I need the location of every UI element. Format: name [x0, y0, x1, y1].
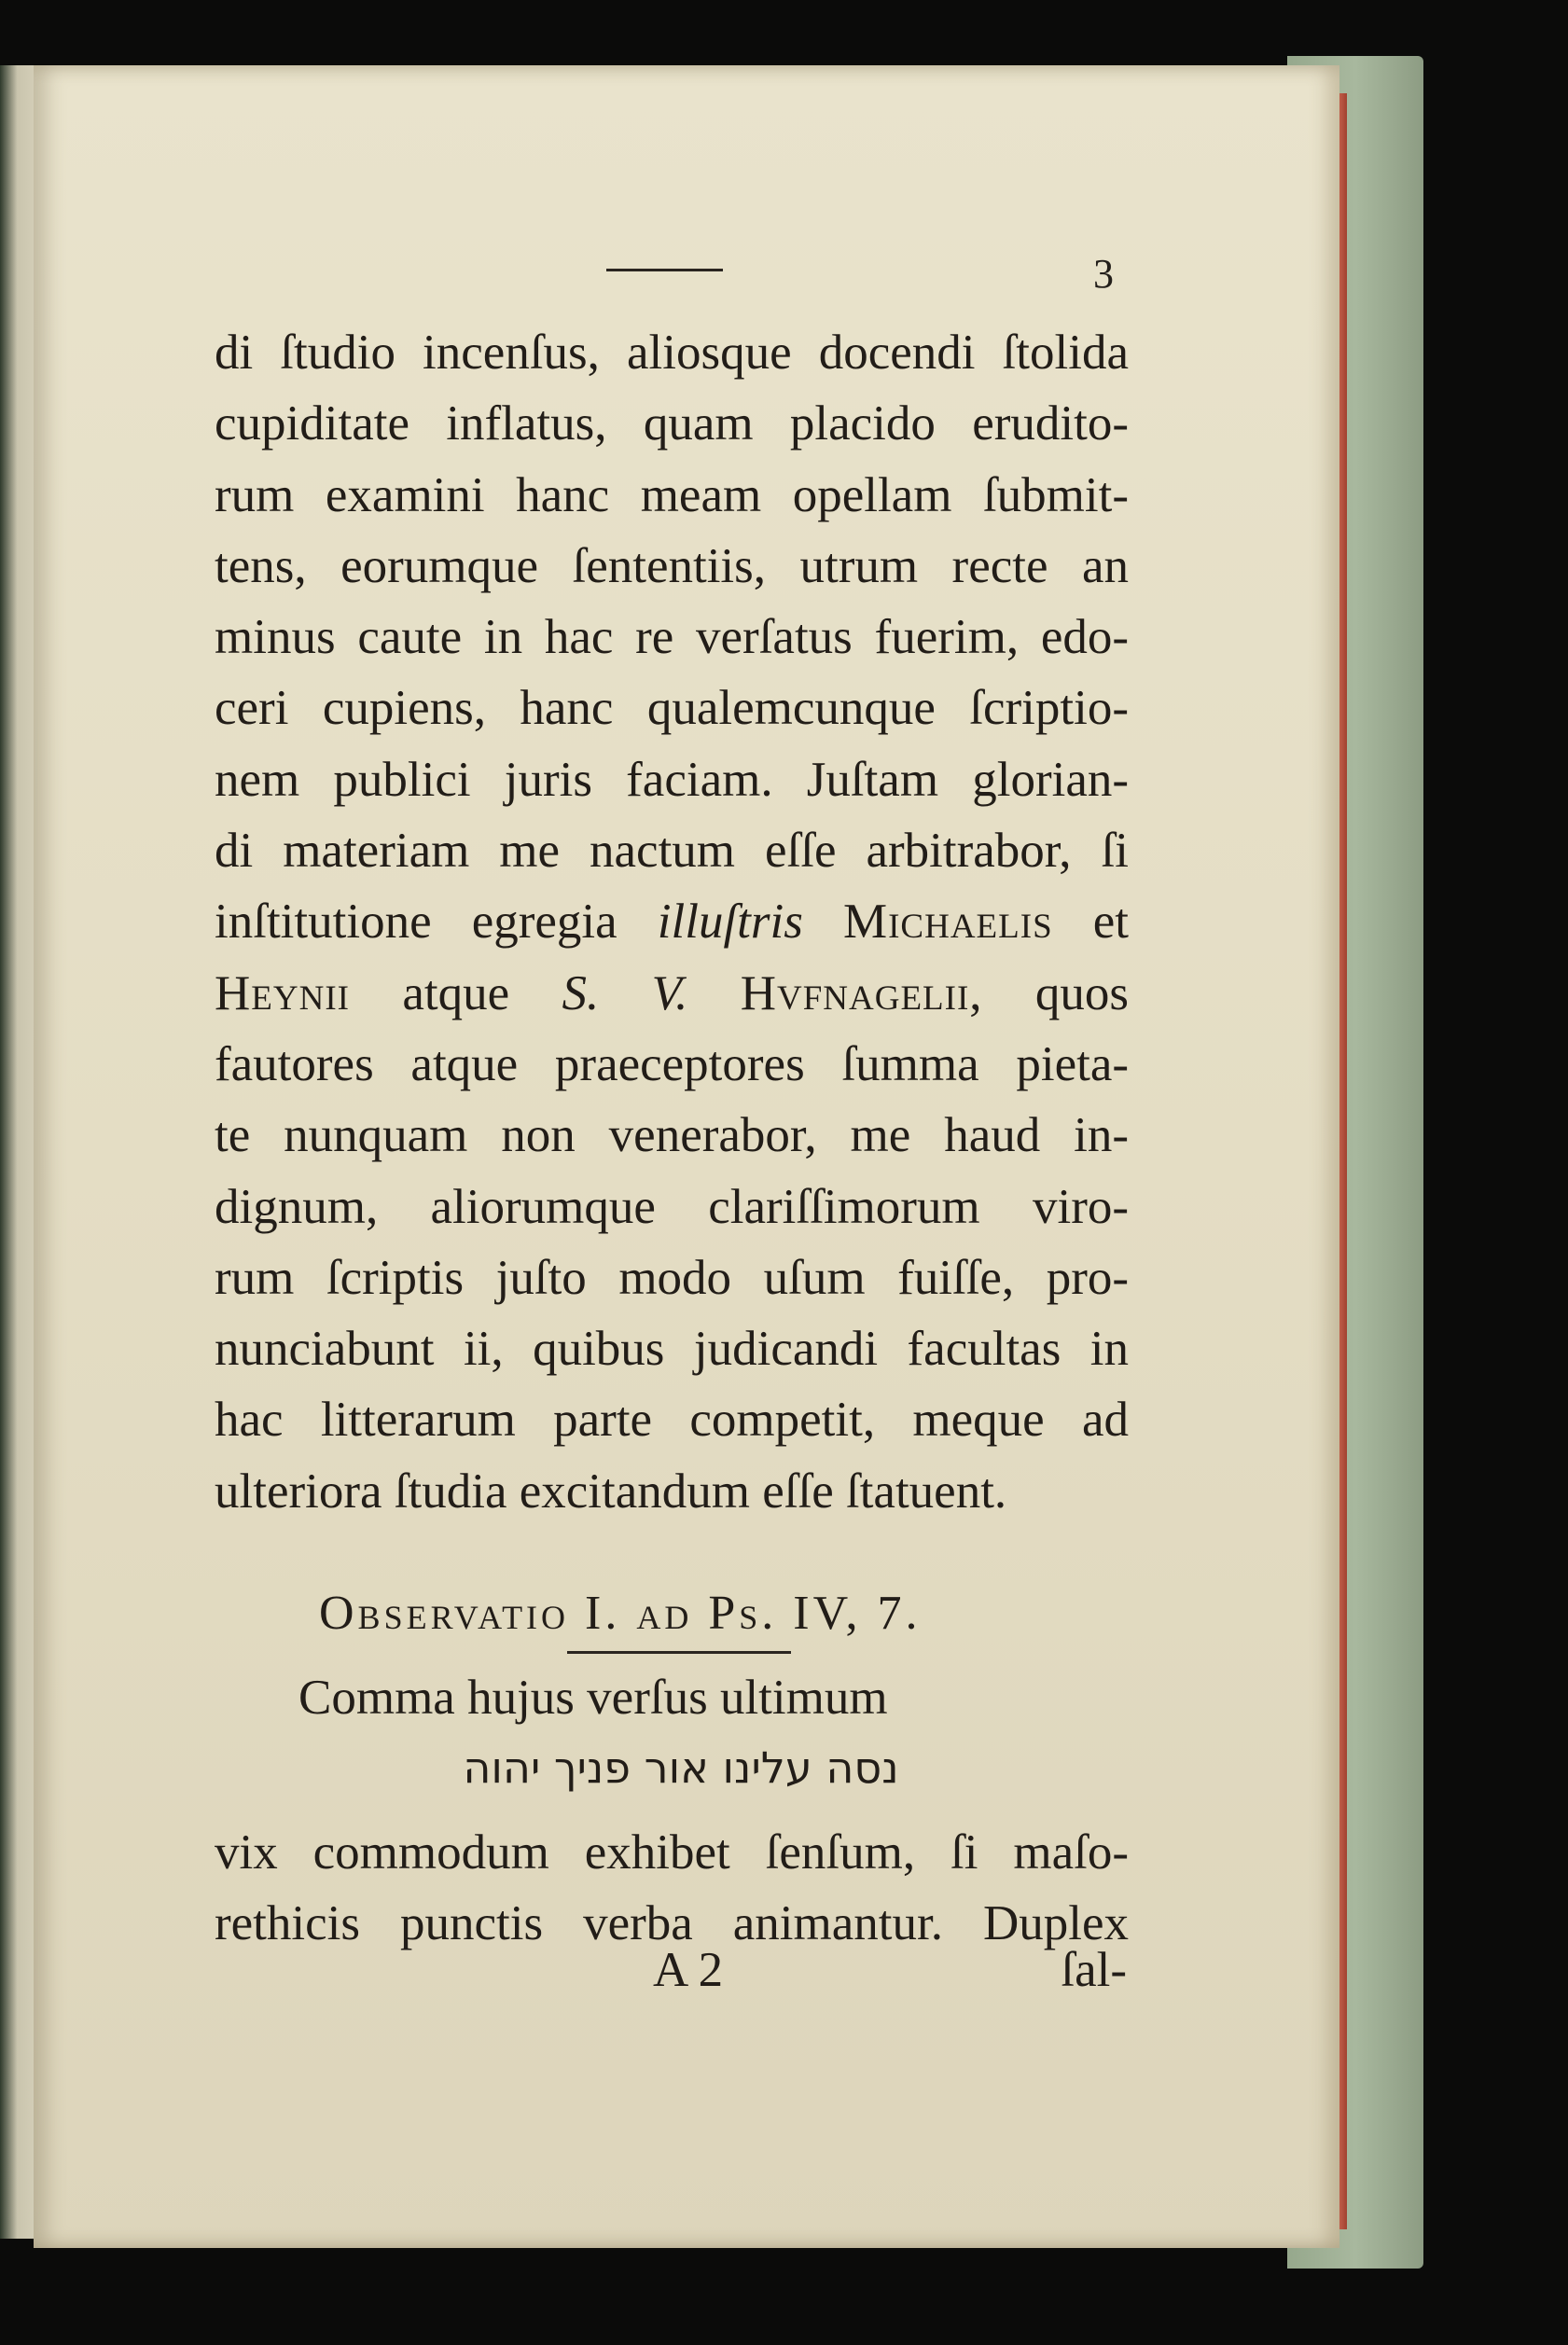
page-number: 3 — [1093, 251, 1114, 297]
catchword: ſal- — [1061, 1943, 1127, 1997]
text-line: fautores atque praeceptores ſumma pieta- — [215, 1036, 1129, 1091]
header-rule — [606, 269, 723, 271]
text-segment: quos — [1034, 965, 1130, 1020]
text-line: dignum, aliorumque clariſſimorum viro- — [215, 1179, 1129, 1234]
page-footer — [215, 1942, 1129, 2007]
text-line: tens, eorumque ſententiis, utrum recte an — [215, 538, 1129, 593]
text-segment: et — [1092, 895, 1130, 950]
hebrew-quotation: נסה עלינו אור פניך יהוה — [463, 1742, 899, 1793]
text-line — [215, 886, 1129, 957]
text-line: te nunquam non venerabor, me haud in- — [215, 1108, 1129, 1163]
observation-paragraph — [215, 1817, 1129, 1959]
text-line: rum examini hanc meam opellam ſubmit- — [215, 467, 1129, 522]
text-segment: inſtitutione egregia — [215, 895, 617, 950]
signature-mark: A 2 — [653, 1943, 724, 1997]
text-line: rum ſcriptis juſto modo uſum fuiſſe, pro- — [215, 1250, 1129, 1305]
italic-abbrev: S. V. — [562, 965, 688, 1020]
text-line: vix commodum exhibet ſenſum, ſi maſo- — [215, 1825, 1129, 1880]
text-line: ulteriora ſtudia excitandum eſſe ſtatuent. — [215, 1464, 1007, 1519]
section-heading: Observatio I. ad Ps. IV, 7. — [319, 1587, 922, 1640]
main-paragraph — [215, 317, 1129, 1527]
text-line — [215, 958, 1129, 1029]
heading-rule — [567, 1651, 791, 1654]
italic-word: illuſtris — [657, 895, 803, 950]
text-line: di materiam me nactum eſſe arbitrabor, ſi — [215, 824, 1129, 879]
text-line: cupiditate inflatus, quam placido erudito- — [215, 396, 1129, 451]
text-line: rethicis punctis verba animantur. Duplex — [215, 1896, 1129, 1950]
text-line: minus caute in hac re verſatus fuerim, edo- — [215, 610, 1129, 665]
text-line: ceri cupiens, hanc qualemcunque ſcriptio- — [215, 681, 1129, 736]
observation-first-line: Comma hujus verſus ultimum — [298, 1671, 888, 1725]
text-line: hac litterarum parte competit, meque ad — [215, 1393, 1129, 1448]
text-line: di ſtudio incenſus, aliosque docendi ſtolida — [215, 326, 1129, 380]
text-line: nunciabunt ii, quibus judicandi facultas in — [215, 1322, 1129, 1377]
text-line: nem publici juris faciam. Juſtam glorian- — [215, 752, 1129, 807]
text-segment: atque — [402, 965, 510, 1020]
name-hufnagelii: Hvfnagelii, — [740, 965, 983, 1020]
name-michaelis: Michaelis — [842, 895, 1053, 950]
name-heynii: Heynii — [215, 965, 350, 1020]
